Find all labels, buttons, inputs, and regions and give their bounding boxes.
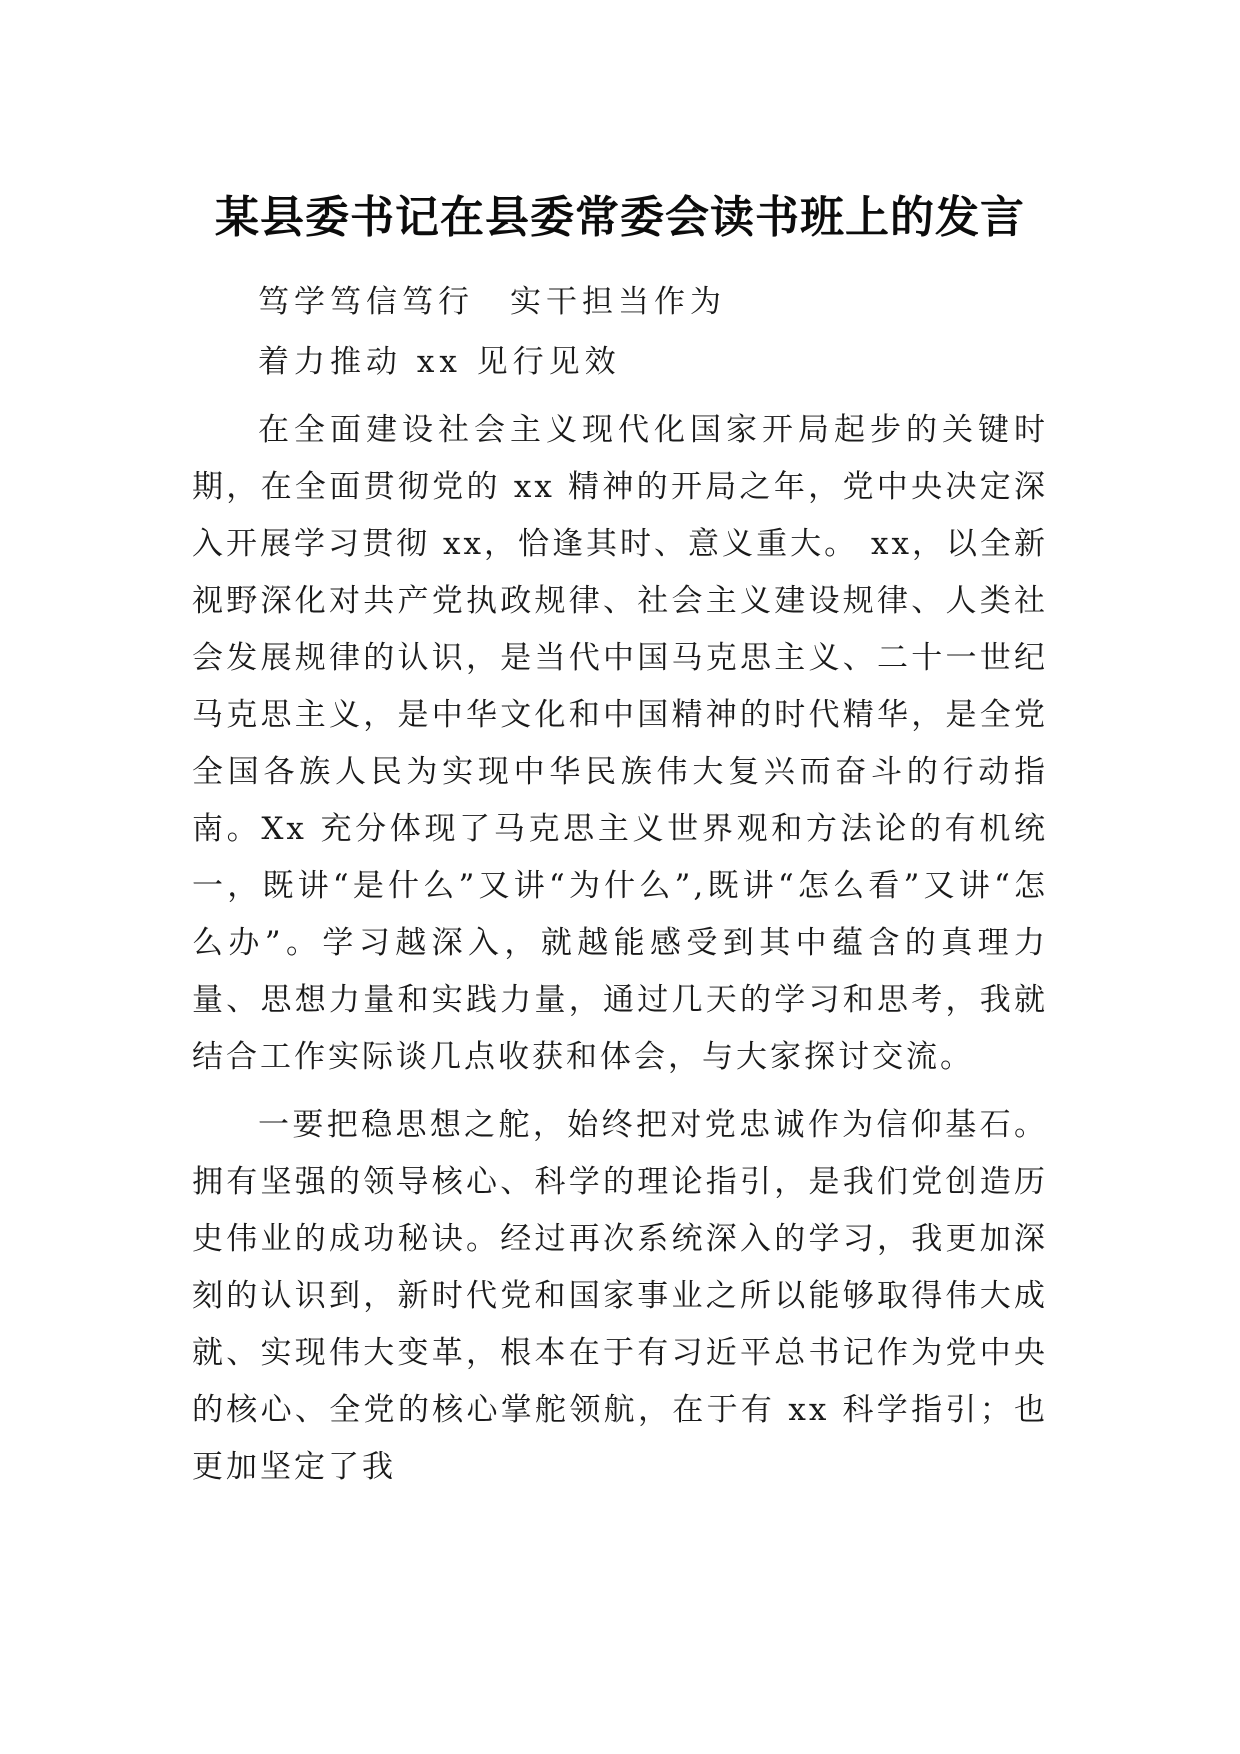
body-paragraph-2: 一要把稳思想之舵，始终把对党忠诚作为信仰基石。拥有坚强的领导核心、科学的理论指引，是我们党创造历史伟业的成功秘诀。经过再次系统深入的学习，我更加深刻的认识到，新时代党和国家事业之所以能够取得伟大成就、实现伟大变革，根本在于有习近平总书记作为党中央的核心、全党的核心掌舵领航，在于有 xx 科学指引；也更加坚定了我 bbox=[192, 1107, 1048, 1485]
subtitle-line-2: 着力推动 xx 见行见效 bbox=[258, 344, 621, 380]
body-paragraph-1: 在全面建设社会主义现代化国家开局起步的关键时期，在全面贯彻党的 xx 精神的开局之年，党中央决定深入开展学习贯彻 xx，恰逢其时、意义重大。 xx，以全新视野深化对共产党执政规律、社会主义建设规律、人类社会发展规律的认识，是当代中国马克思主义、二十一世纪马克思主义，是中华文化和中国精神的时代精华，是全党全国各族人民为实现中华民族伟大复兴而奋斗的行动指南。Xx 充分体现了马克思主义世界观和方法论的有机统一，既讲“是什么”又讲“为什么”,既讲“怎么看”又讲“怎么办”。学习越深入，就越能感受到其中蕴含的真理力量、思想力量和实践力量，通过几天的学习和思考，我就结合工作实际谈几点收获和体会，与大家探讨交流。 bbox=[192, 412, 1048, 1075]
document-title: 某县委书记在县委常委会读书班上的发言 bbox=[215, 192, 1025, 243]
subtitle-line-1: 笃学笃信笃行 实干担当作为 bbox=[258, 284, 726, 320]
